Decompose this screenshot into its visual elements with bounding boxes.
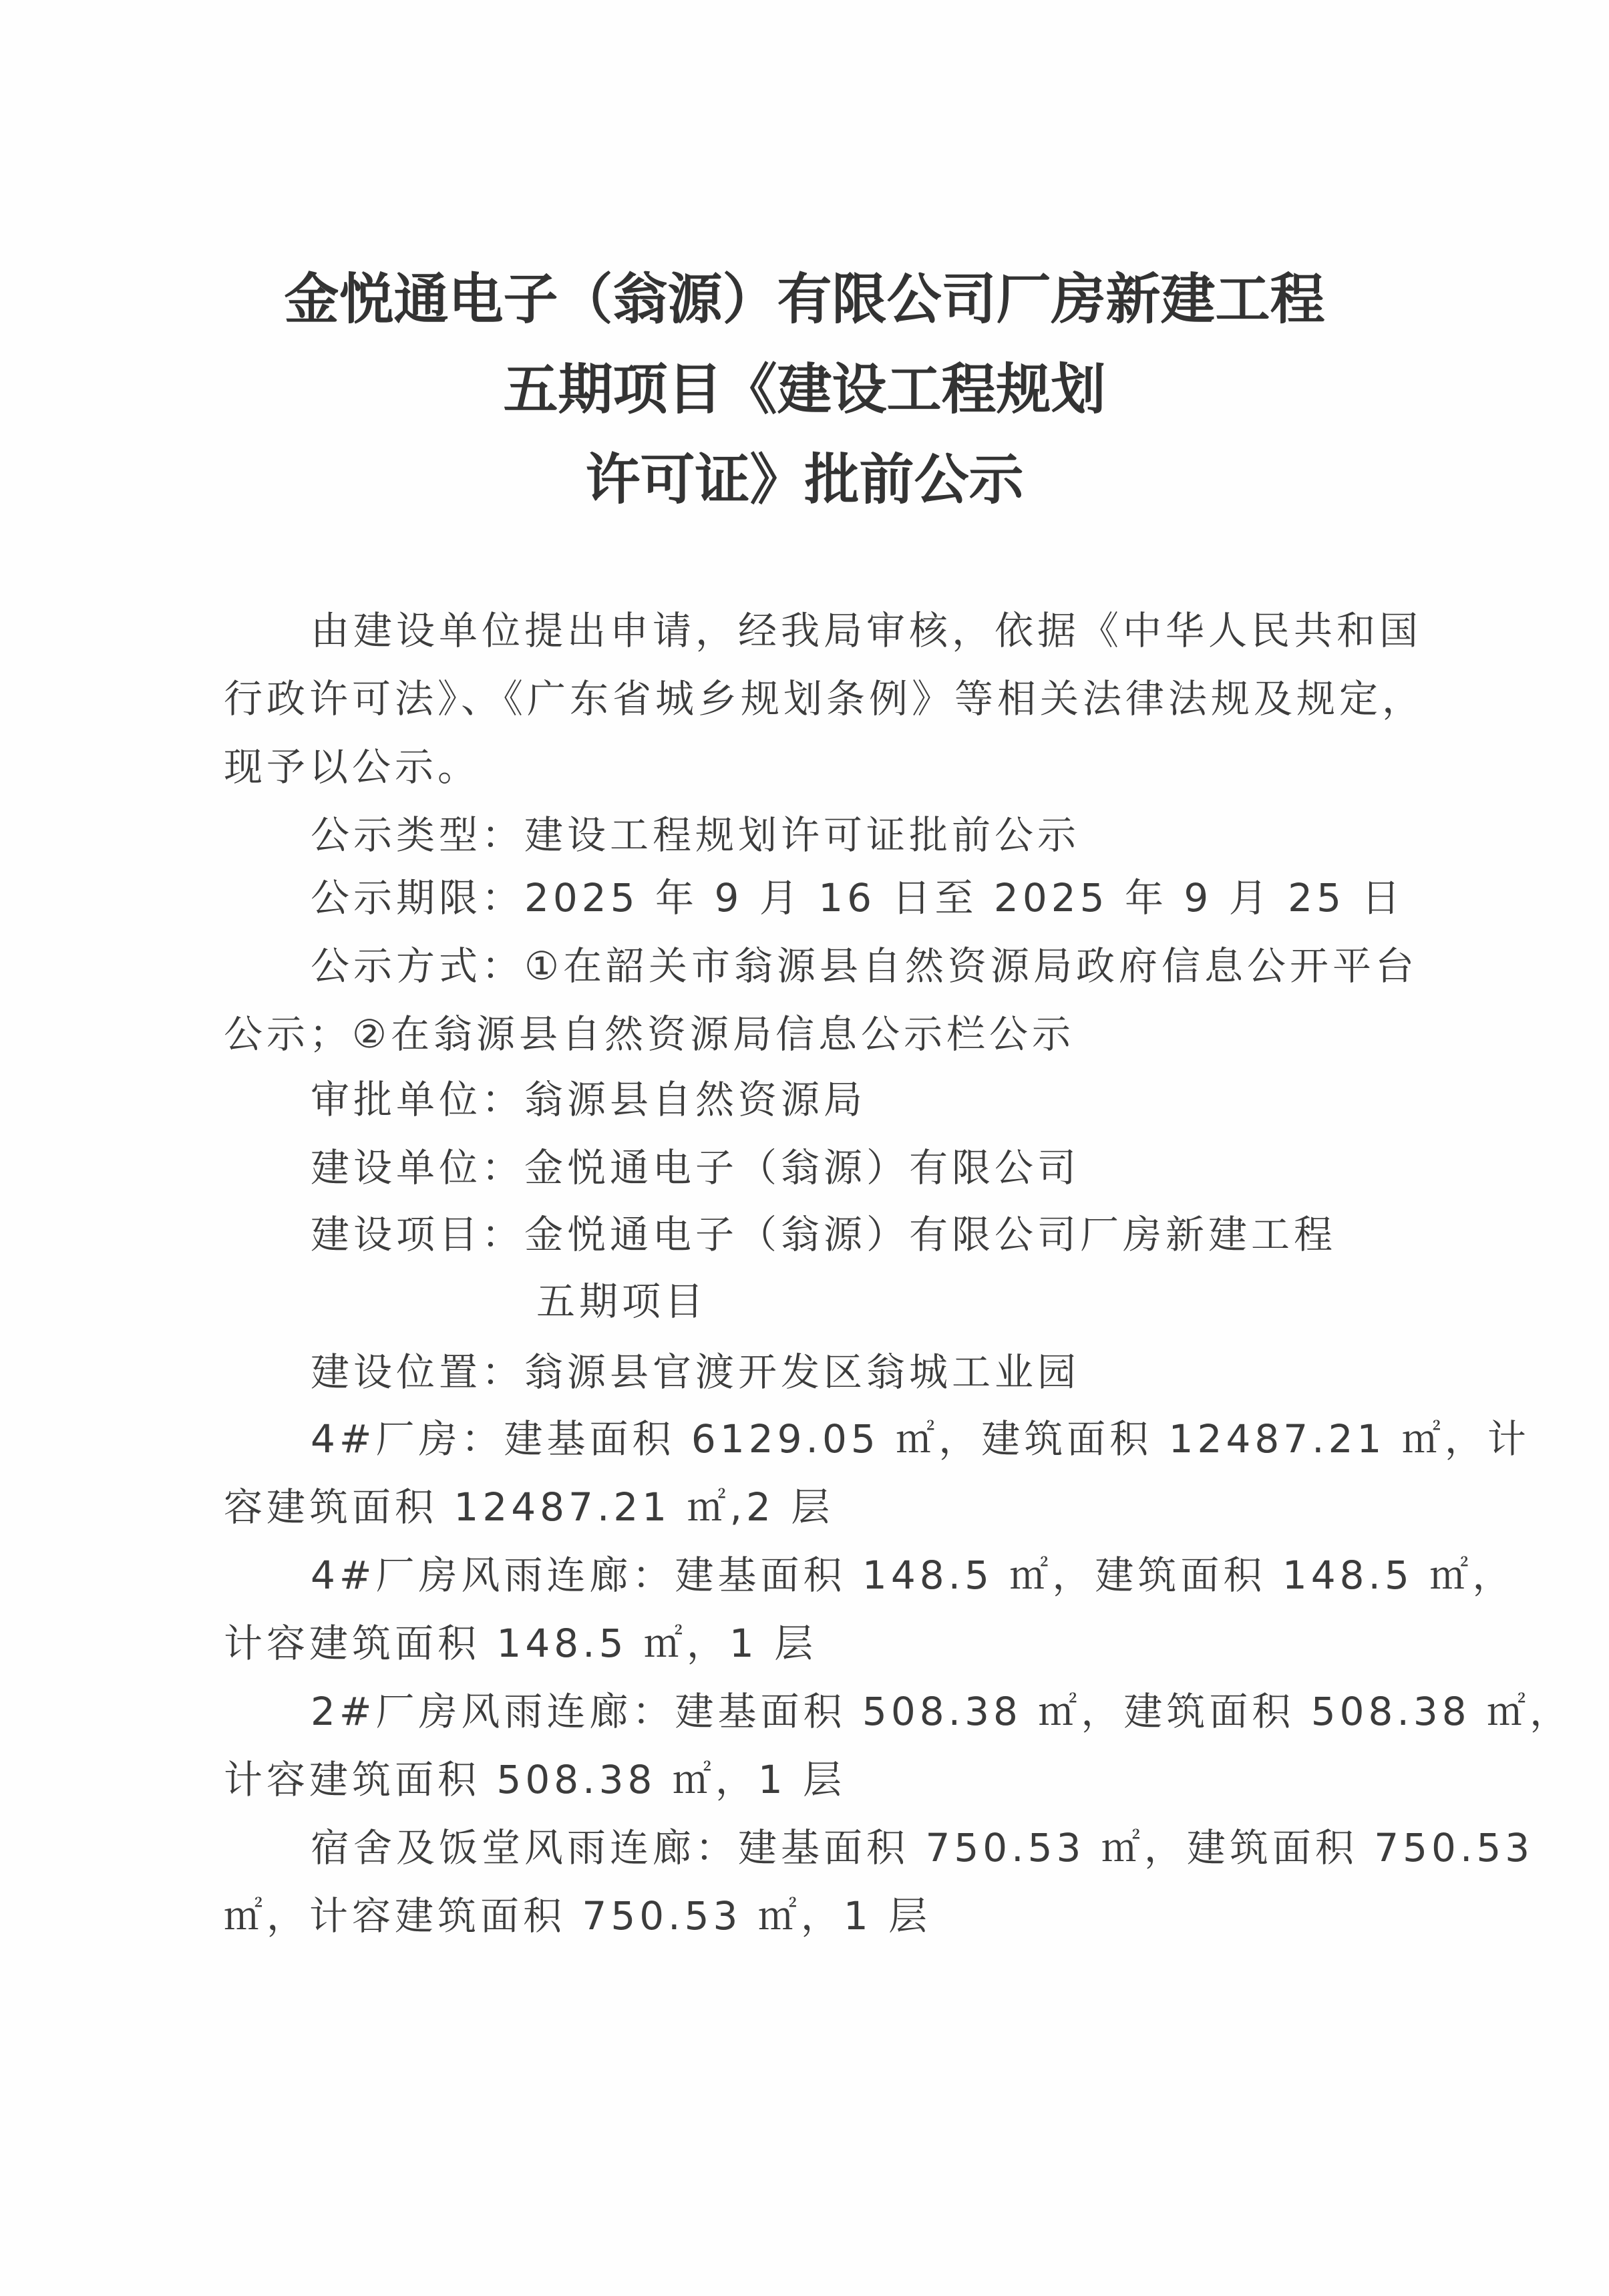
document-title-line-1: 金悦通电子（翁源）有限公司厂房新建工程 [284, 267, 1325, 331]
intro-line-2: 行政许可法》、《广东省城乡规划条例》等相关法律法规及规定， [224, 676, 1425, 721]
dorm-canteen-corridor-line-2: ㎡，计容建筑面积 750.53 ㎡，1 层 [224, 1893, 932, 1939]
building-2-corridor-line-1: 2#厂房风雨连廊：建基面积 508.38 ㎡，建筑面积 508.38 ㎡， [311, 1689, 1573, 1734]
building-4-factory-line-2: 容建筑面积 12487.21 ㎡,2 层 [224, 1484, 834, 1530]
notice-method-line-1: 公示方式：①在韶关市翁源县自然资源局政府信息公开平台 [311, 943, 1418, 989]
notice-type: 公示类型：建设工程规划许可证批前公示 [311, 812, 1081, 858]
building-2-corridor-line-2: 计容建筑面积 508.38 ㎡，1 层 [224, 1757, 846, 1802]
dorm-canteen-corridor-line-1: 宿舍及饭堂风雨连廊：建基面积 750.53 ㎡，建筑面积 750.53 [311, 1825, 1534, 1870]
notice-method-line-2: 公示；②在翁源县自然资源局信息公示栏公示 [224, 1011, 1075, 1057]
intro-line-3: 现予以公示。 [224, 744, 481, 790]
construction-project-line-2: 五期项目 [536, 1279, 708, 1324]
construction-unit: 建设单位：金悦通电子（翁源）有限公司 [311, 1145, 1081, 1190]
approval-unit: 审批单位：翁源县自然资源局 [311, 1077, 867, 1122]
building-4-corridor-line-1: 4#厂房风雨连廊：建基面积 148.5 ㎡，建筑面积 148.5 ㎡， [311, 1552, 1515, 1598]
construction-location: 建设位置：翁源县官渡开发区翁城工业园 [311, 1349, 1081, 1395]
notice-period: 公示期限：2025 年 9 月 16 日至 2025 年 9 月 25 日 [311, 875, 1405, 921]
construction-project-line-1: 建设项目：金悦通电子（翁源）有限公司厂房新建工程 [311, 1212, 1337, 1257]
intro-line-1: 由建设单位提出申请，经我局审核，依据《中华人民共和国 [311, 608, 1423, 653]
building-4-corridor-line-2: 计容建筑面积 148.5 ㎡，1 层 [224, 1621, 818, 1666]
document-title-line-2: 五期项目《建设工程规划 [503, 357, 1106, 422]
building-4-factory-line-1: 4#厂房：建基面积 6129.05 ㎡，建筑面积 12487.21 ㎡，计 [311, 1416, 1530, 1462]
document-title-line-3: 许可证》批前公示 [585, 448, 1024, 512]
